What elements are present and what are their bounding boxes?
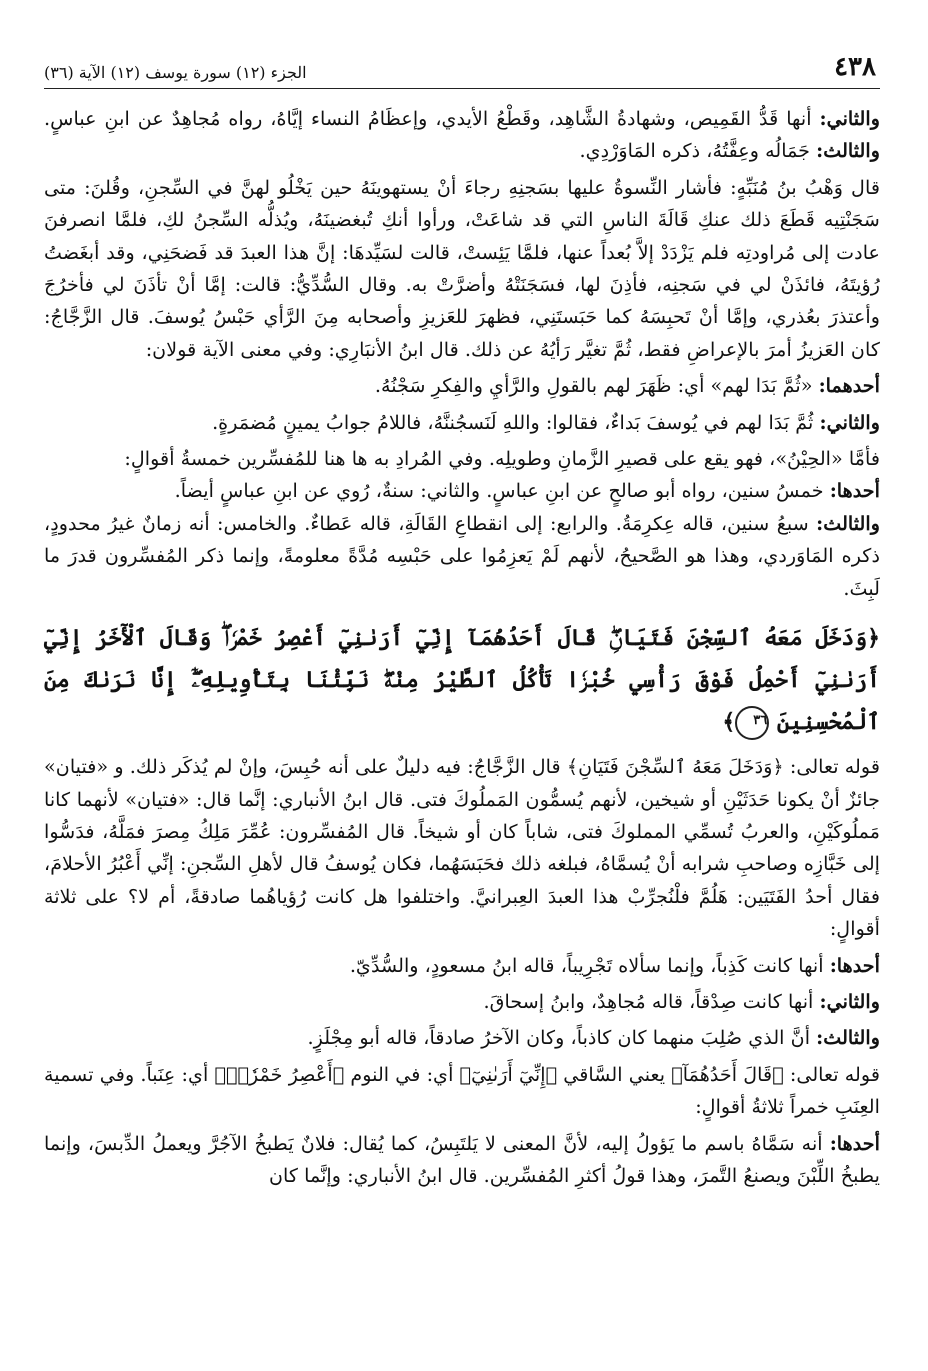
verse-text: ﴿وَدَخَلَ مَعَهُ ٱلسِّجْنَ فَتَيَانِۖ قَالَ أَحَدُهُمَآ إِنِّيٓ أَرَىٰنِيٓ أَعْصِرُ خَمْرٗاۖ وَقَالَ ٱلْأٓخَرُ إِنِّيٓ أَرَىٰنِيٓ أَحْمِلُ فَوْقَ رَأْسِي خُبْزٗا تَأْكُلُ ٱلطَّيْرُ مِنْهُۖ نَبِّئْنَا بِتَأْوِيلِهِۦٓۖ إِنَّا نَرَىٰكَ مِنَ ٱلْمُحْسِنِينَ (44, 625, 880, 736)
paragraph: أحدها: أنه سَمَّاهُ باسم ما يَؤولُ إليه، لأنَّ المعنى لا يَلتَبِسُ، كما يُقال: فلانٌ يَطبخُ الآجُرَّ ويعملُ الدِّبسَ، وإنما يطبخُ اللِّبْنَ ويصنعُ التَّمرَ، وهذا قولُ أكثرِ المُفسِّرين. قال ابنُ الأنباري: وإنَّما كان (44, 1131, 880, 1187)
verse-number-marker: ٣٦ (735, 706, 769, 740)
paragraph: والثاني: أنها كانت صِدْقاً، قاله مُجاهِدٌ، وابنُ إسحاقَ. (483, 989, 880, 1013)
paragraph: والثاني: ثُمَّ بَدَا لهم في يُوسفَ بَداءٌ، فقالوا: واللهِ لَنَسجُننَّهُ، فاللامُ جوابُ يمينٍ مُضمَرةٍ. (212, 410, 880, 434)
paragraph: قوله تعالى: ﴿قَالَ أَحَدُهُمَآ﴾ يعني السَّاقي ﴿إِنِّيٓ أَرَىٰنِيٓ﴾ أي: في النوم ﴿أَعْصِرُ خَمْرٗاۖ﴾ أي: عِنَباً. وفي تسمية العِنَبِ خمراً ثلاثةُ أقوالٍ: (44, 1062, 880, 1119)
paragraph: والثالث: أنَّ الذي صُلِبَ منهما كان كاذباً، وكان الآخرُ صادقاً، قاله أبو مِجْلَزٍ. (307, 1026, 880, 1050)
paragraph: قال وَهْبُ بنُ مُنَبِّهٍ: فأشار النِّسوةُ عليها بسَجنِهِ رجاءَ أنْ يستهوينَهُ حين يَخْلُو لهنَّ في السِّجنِ، وقُلنَ: متى سَجَنْتِيه قَطَعَ ذلك عنكِ قَالَةَ الناسِ التي قد شاعَتْ، ورأوا أنكِ تُبغضينَهُ، ويُذلُّه السِّجنُ لكِ، فلمَّا انصرفنَ عادت إلى مُراودتِه فلم يَزْدَدْ إلاَّ بُعداً عنها، فلمَّا يَئِستْ، قالت لسَيِّدهَا: إنَّ هذا العبدَ قد فَضحَنِي، وقد أبغَضتُ رُؤيتَهُ، فائذَنْ لي في سَجنِه، فأذِنَ لها، فسَجَنَتْهُ وأضرَّتْ به. وقال السُّدِّيُّ: قالت: إمَّا أنْ تأذَنَ لي فأخرُجَ وأعتذرَ بعُذري، وإمَّا أنْ تَحبِسَهُ كما حَبَستَنِي، فظهرَ للعَزيزِ وأصحابه مِنَ الرَّأي حَبْسُ يُوسفَ. قال الزَّجَّاجُ: كان العَزيزُ أمرَ بالإعراضِ فقط، ثُمَّ تغيَّر رَأيُهُ عن ذلك. قال ابنُ الأنبَارِي: وفي معنى الآية قولان: (44, 175, 880, 361)
verse-close-bracket: ﴾ (722, 709, 736, 736)
running-head: الجزء (١٢) سورة يوسف (١٢) الآية (٣٦) (44, 63, 307, 82)
book-page (44, 52, 880, 1192)
paragraph: والثالث: سبعُ سنين، قاله عِكرِمَةُ. والرابع: إلى انقطاعِ القَالَةِ، قاله عَطاءٌ. والخامس: أنه زمانٌ غيرُ محدودٍ، ذكره المَاوَردي، وهذا هو الصَّحيحُ، لأنهم لَمْ يَعزِمُوا على حَبْسِه مُدَّةً معلومةً، وإنما ذكر المُفسِّرون قدرَ ما لَبِثَ. (44, 511, 880, 600)
page-body (44, 103, 880, 1192)
paragraph: والثاني: أنها قَدُّ القَمِيص، وشهادةُ الشَّاهِد، وقَطْعُ الأيدي، وإعظَامُ النساء إيَّاهُ، رواه مُجاهِدٌ عن ابنِ عباسٍ. والثالث: جَمَالُه وعِفَّتُهُ، ذكره المَاوَرْدِي. (44, 107, 880, 163)
quran-verse (44, 617, 880, 743)
paragraph: أحدها: خمسُ سنين، رواه أبو صالحٍ عن ابنِ عباسٍ. والثاني: سنةٌ، رُوي عن ابنِ عباسٍ أيضاً. (174, 479, 880, 503)
paragraph: قوله تعالى: ﴿وَدَخَلَ مَعَهُ ٱلسِّجْنَ فَتَيَانِ﴾ قال الزَّجَّاجُ: فيه دليلٌ على أنه حُبِسَ، وإنْ لم يُذكَر ذلك. و «فتيان» جائزٌ أنْ يكونا حَدَثَيْنِ أو شيخين، لأنهم يُسمُّون المَملُوكَ فتى. قال ابنُ الأنباري: إنَّما قال: «فتيان» لأنهما كانا مَملُوكَيْنِ، والعربُ تُسمِّي المملوكَ فتى، شاباً كان أو شيخاً. قال المُفسِّرون: عُمِّرَ مَلِكُ مِصرَ فمَلَّهُ، فدَسُّوا إلى خَبَّازِه وصاحبِ شرابه أنْ يُسمَّاهُ، فبلغه ذلك فحَبَسَهُما، فكان يُوسفُ قال لأهلِ السِّجنِ: إنِّي أَعْبُرُ الأحلامَ، فقال أحدُ الفَتَيَين: هَلُمَّ فلْنُجرِّبْ هذا العبدَ العِبرانيَّ. واختلفوا هل كانت رُؤياهُما صادقةً، أم لا؟ على ثلاثة أقوالٍ: (44, 755, 880, 941)
paragraph: أحدها: أنها كانت كَذِباً، وإنما سألاه تَجْرِيباً، قاله ابنُ مسعودٍ، والسُّدِّيّ. (349, 953, 880, 977)
page-header (44, 52, 880, 89)
paragraph: فأمَّا «الحِيْنُ»، فهو يقع على قصيرِ الزَّمانِ وطويلِه. وفي المُرادِ به ها هنا للمُفسِّرين خمسةُ أقوالٍ: (124, 447, 880, 471)
paragraph: أحدهما: «ثُمَّ بَدَا لهم» أي: ظَهَرَ لهم بالقولِ والرَّأيِ والفِكرِ سَجْنُهُ. (374, 374, 880, 398)
page-number: ٤٣٨ (834, 52, 876, 82)
